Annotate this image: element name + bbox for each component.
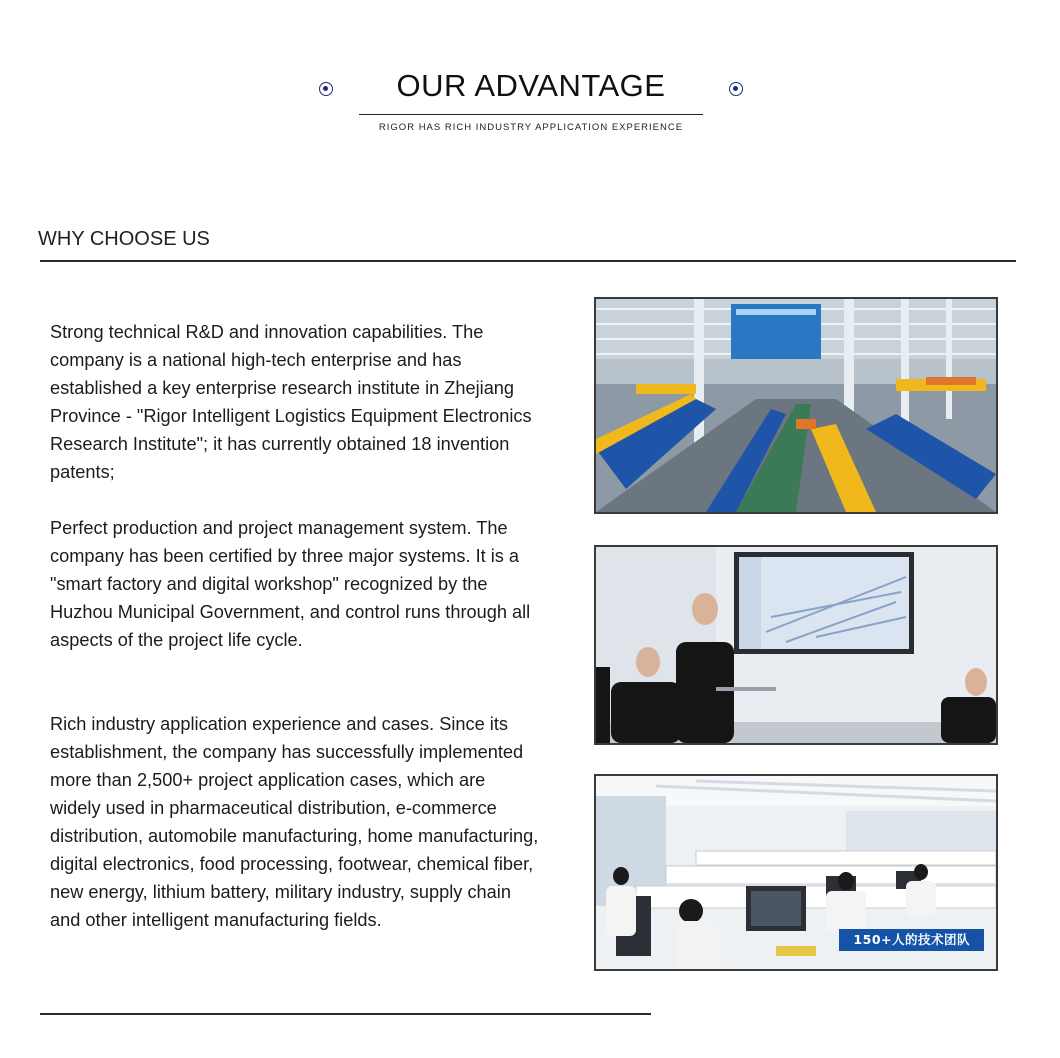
meeting-room-photo xyxy=(594,545,998,745)
technical-team-office-photo xyxy=(594,774,998,971)
section-heading: WHY CHOOSE US xyxy=(38,228,210,250)
decorative-dot-left-icon xyxy=(319,82,333,96)
advantage-paragraph-experience: Rich industry application experience and cases. Since its establishment, the company has successfully implemented more than 2,500+ project application cases, which are widely used in pharmaceutical distribution, e-commerce distribution, automobile manufacturing, home manufacturing, digital electronics, food processing, footwear, chemical fiber, new energy, lithium battery, military industry, supply chain and other intelligent manufacturing fields. xyxy=(50,714,539,930)
page-subtitle: RIGOR HAS RICH INDUSTRY APPLICATION EXPERIENCE xyxy=(378,122,684,133)
team-size-badge: 150+人的技术团队 xyxy=(839,929,984,951)
advantage-paragraph-rd: Strong technical R&D and innovation capabilities. The company is a national high-tech enterprise and has established a key enterprise research institute in Zhejiang Province - "Rigor Intelligent Logistics Equipment Electronics Research Institute"; it has currently obtained 18 invention patents; xyxy=(50,322,532,482)
advantage-paragraph-management: Perfect production and project management system. The company has been certified by three major systems. It is a "smart factory and digital workshop" recognized by the Huzhou Municipal Government, and control runs through all aspects of the project life cycle. xyxy=(50,518,531,650)
decorative-dot-right-icon xyxy=(729,82,743,96)
title-divider xyxy=(359,114,703,115)
section-divider xyxy=(40,260,1016,262)
page-title: OUR ADVANTAGE xyxy=(396,68,666,103)
footer-divider xyxy=(40,1013,651,1015)
factory-floor-photo xyxy=(594,297,998,514)
